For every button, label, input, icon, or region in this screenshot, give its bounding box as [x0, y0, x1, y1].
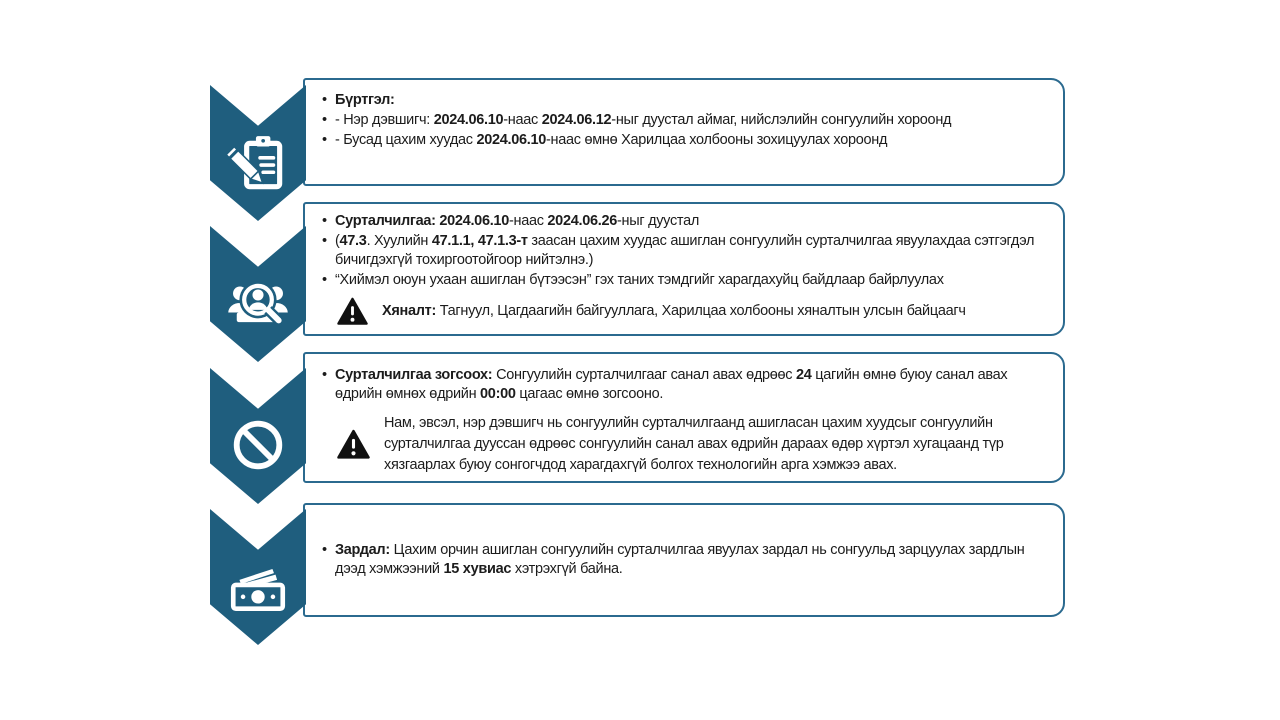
step-box-expenses [303, 503, 1065, 617]
people-magnifier-icon [224, 272, 292, 336]
banknote-icon [225, 555, 291, 617]
bullet-text: - Бусад цахим хуудас 2024.06.10-наас өмнө Харилцаа холбооны зохицуулах хороонд [335, 132, 888, 148]
bullet-line [321, 111, 1047, 130]
bullet-line [321, 91, 1047, 110]
bullet-line [321, 271, 1047, 290]
bullet-text: Бүртгэл: [335, 92, 395, 108]
warning-text: Хяналт: Тагнуул, Цагдаагийн байгууллага, Харилцаа холбооны хяналтын улсын байцаагч [382, 303, 966, 319]
bullet-text: - Нэр дэвшигч: 2024.06.10-наас 2024.06.12-ныг дуустал аймаг, нийслэлийн сонгуулийн хороонд [335, 112, 952, 128]
bullet-line [321, 366, 1047, 404]
bullet-text: “Хиймэл оюун ухаан ашиглан бүтээсэн” гэх таних тэмдгийг харагдахуйц байдлаар байрлуулах [335, 272, 944, 288]
warning-icon [337, 297, 368, 326]
bullet-text: Сурталчилгаа: 2024.06.10-наас 2024.06.26-ныг дуустал [335, 213, 700, 229]
chevron-step-1 [210, 85, 306, 221]
warning-icon [337, 429, 370, 460]
step-box-stop-advertising [303, 352, 1065, 483]
warning-row [337, 297, 1047, 326]
bullet-line [321, 541, 1047, 579]
step-box-advertising [303, 202, 1065, 336]
warning-text: Нам, эвсэл, нэр дэвшигч нь сонгуулийн сурталчилгаанд ашигласан цахим хуудсыг сонгуулийн сурталчилгаа дууссан өдрөөс сонгуулийн санал авах өдрийн дараах өдөр хүртэл хугацаанд түр хязгаарлах буюу сонгогчдод харагдахгүй болгох технологийн арга хэмжээ авах. [384, 415, 1004, 473]
bullet-text: Зардал: Цахим орчин ашиглан сонгуулийн сурталчилгаа явуулах зардал нь сонгуульд зарцуулах зардлын дээд хэмжээний 15 хувиас хэтрэхгүй байна. [335, 541, 1025, 577]
chevron-step-3 [210, 368, 306, 504]
chevron-step-4 [210, 509, 306, 645]
bullet-line [321, 212, 1047, 231]
warning-row [337, 413, 1047, 476]
bullet-line [321, 232, 1047, 270]
bullet-line [321, 131, 1047, 150]
chevron-step-2 [210, 226, 306, 362]
clipboard-pencil-icon [225, 131, 291, 197]
step-box-registration [303, 78, 1065, 186]
bullet-text: (47.3. Хуулийн 47.1.1, 47.1.3-т заасан цахим хуудас ашиглан сонгуулийн сурталчилгаа явуулахдаа сэтгэгдэл бичигдэхгүй тохиргоотойгоор нийтэлнэ.) [335, 233, 1035, 268]
prohibition-icon [227, 414, 289, 476]
bullet-text: Сурталчилгаа зогсоох: Сонгуулийн сурталчилгааг санал авах өдрөөс 24 цагийн өмнө буюу санал авах өдрийн өмнөх өдрийн 00:00 цагаас өмнө зогсооно. [335, 367, 1008, 402]
